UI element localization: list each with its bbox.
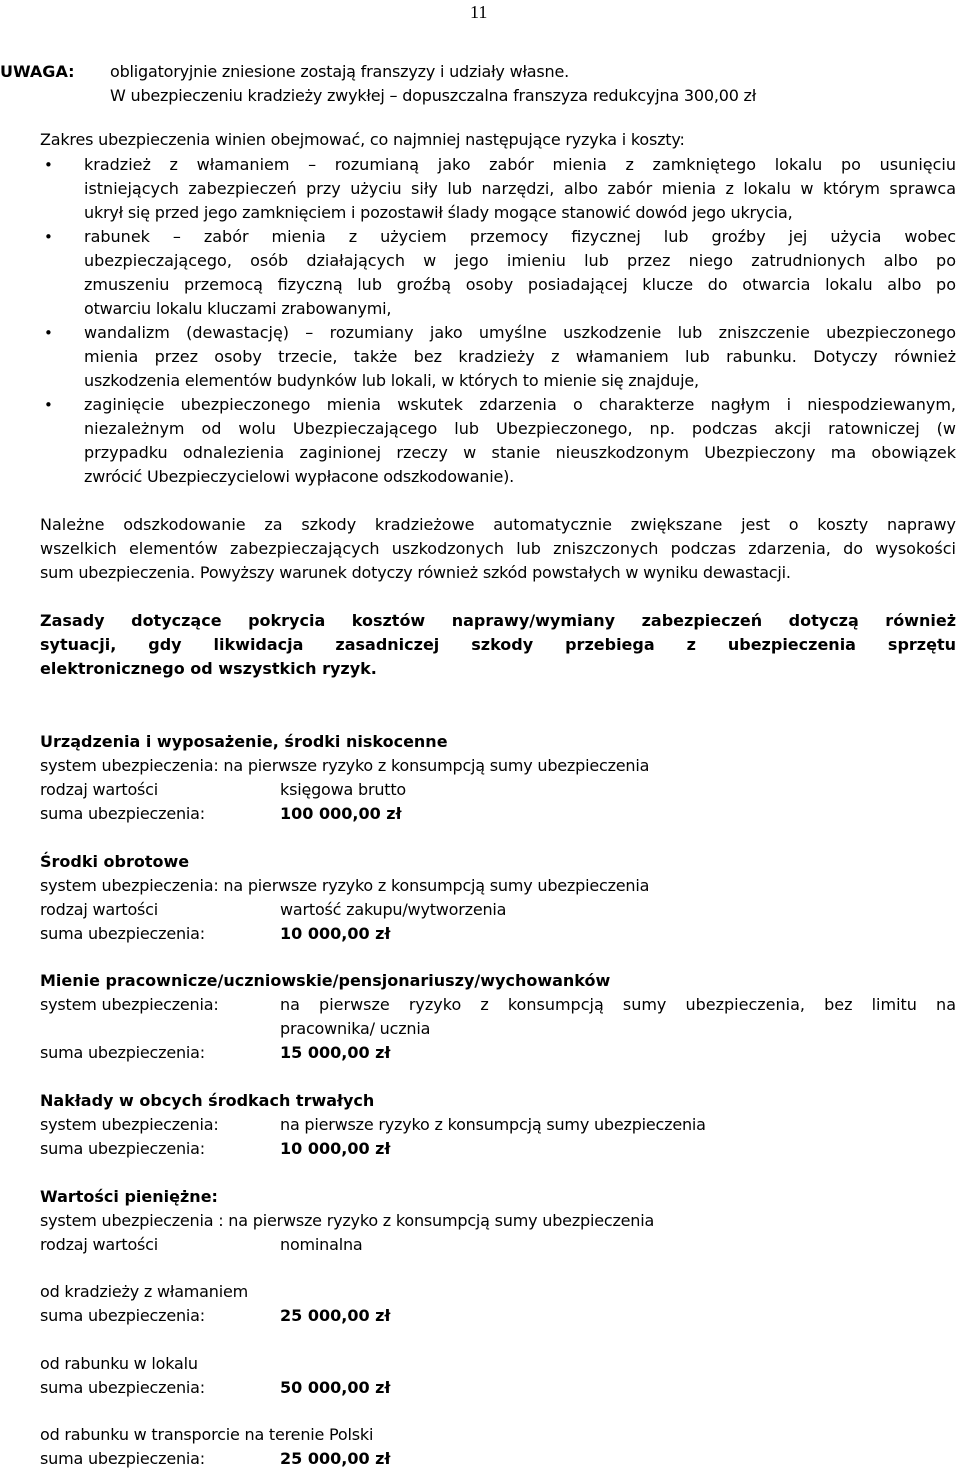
page-number: 11 [470, 2, 488, 22]
bullet-4-line-3: przypadku odnalezienia zaginionej rzeczy w stanie nieuszkodzonym Ubezpieczony ma obowiązek [84, 443, 956, 462]
section-title-naklady: Nakłady w obcych środkach trwałych [40, 1091, 375, 1110]
urzadzenia-rodzaj-label: rodzaj wartości [40, 780, 159, 799]
pieniezne-system: system ubezpieczenia : na pierwsze ryzyko z konsumpcją sumy ubezpieczenia [40, 1211, 655, 1230]
compensation-line-2: wszelkich elementów zabezpieczających uszkodzonych lub zniszczonych podczas zdarzenia, do wysokości [40, 539, 956, 558]
mienie-suma-label: suma ubezpieczenia: [40, 1043, 205, 1062]
urzadzenia-suma-value: 100 000,00 zł [280, 804, 402, 823]
pieniezne-sub1-suma-value: 25 000,00 zł [280, 1306, 391, 1325]
compensation-line-1: Należne odszkodowanie za szkody kradzieżowe automatycznie zwiększane jest o koszty naprawy [40, 515, 956, 534]
naklady-suma-value: 10 000,00 zł [280, 1139, 391, 1158]
mienie-system-value-line-2: pracownika/ ucznia [280, 1019, 431, 1038]
naklady-system-label: system ubezpieczenia: [40, 1115, 219, 1134]
naklady-system-value: na pierwsze ryzyko z konsumpcją sumy ubezpieczenia [280, 1115, 706, 1134]
pieniezne-sub3-label: od rabunku w transporcie na terenie Polski [40, 1425, 374, 1444]
bullet-3-line-2: mienia przez osoby trzecie, także bez kradzieży z włamaniem lub rabunku. Dotyczy również [84, 347, 956, 366]
obrotowe-system: system ubezpieczenia: na pierwsze ryzyko z konsumpcją sumy ubezpieczenia [40, 876, 650, 895]
bullet-1-line-1: kradzież z włamaniem – rozumianą jako zabór mienia z zamkniętego lokalu po usunięciu [84, 155, 956, 174]
pieniezne-sub3-suma-label: suma ubezpieczenia: [40, 1449, 205, 1468]
bullet-2-line-4: otwarciu lokalu kluczami zrabowanymi, [84, 299, 392, 318]
bullet-marker: • [44, 324, 53, 342]
bullet-1-line-2: istniejących zabezpieczeń przy użyciu siły lub narzędzi, albo zabór mienia z lokalu w którym sprawca [84, 179, 956, 198]
naklady-suma-label: suma ubezpieczenia: [40, 1139, 205, 1158]
section-title-urzadzenia: Urządzenia i wyposażenie, środki niskocenne [40, 732, 448, 751]
pieniezne-sub2-suma-value: 50 000,00 zł [280, 1378, 391, 1397]
bullet-marker: • [44, 228, 53, 246]
uwaga-line-1: obligatoryjnie zniesione zostają franszyzy i udziały własne. [110, 62, 570, 81]
bullet-4-line-1: zaginięcie ubezpieczonego mienia wskutek zdarzenia o charakterze nagłym i niespodziewanym, [84, 395, 956, 414]
mienie-suma-value: 15 000,00 zł [280, 1043, 391, 1062]
bullet-1-line-3: ukrył się przed jego zamknięciem i pozostawił ślady mogące stanowić dowód jego ukrycia, [84, 203, 793, 222]
obrotowe-rodzaj-label: rodzaj wartości [40, 900, 159, 919]
pieniezne-rodzaj-value: nominalna [280, 1235, 363, 1254]
pieniezne-sub3-suma-value: 25 000,00 zł [280, 1449, 391, 1468]
uwaga-label: UWAGA: [0, 62, 75, 81]
obrotowe-rodzaj-value: wartość zakupu/wytworzenia [280, 900, 507, 919]
bullet-4-line-2: niezależnym od wolu Ubezpieczającego lub Ubezpieczonego, np. podczas akcji ratowniczej (w [84, 419, 956, 438]
section-title-obrotowe: Środki obrotowe [40, 852, 190, 871]
pieniezne-sub1-suma-label: suma ubezpieczenia: [40, 1306, 205, 1325]
uwaga-line-2: W ubezpieczeniu kradzieży zwykłej – dopuszczalna franszyza redukcyjna 300,00 zł [110, 86, 757, 105]
obrotowe-suma-value: 10 000,00 zł [280, 924, 391, 943]
bullet-2-line-3: zmuszeniu przemocą fizyczną lub groźbą osoby posiadającej klucze do otwarcia lokalu albo po [84, 275, 956, 294]
urzadzenia-rodzaj-value: księgowa brutto [280, 780, 407, 799]
mienie-system-label: system ubezpieczenia: [40, 995, 219, 1014]
bullet-2-line-1: rabunek – zabór mienia z użyciem przemocy fizycznej lub groźby jej użycia wobec [84, 227, 956, 246]
bullet-marker: • [44, 396, 53, 414]
pieniezne-rodzaj-label: rodzaj wartości [40, 1235, 159, 1254]
obrotowe-suma-label: suma ubezpieczenia: [40, 924, 205, 943]
bold-para-line-2: sytuacji, gdy likwidacja zasadniczej szkody przebiega z ubezpieczenia sprzętu [40, 635, 956, 654]
urzadzenia-suma-label: suma ubezpieczenia: [40, 804, 205, 823]
bullet-3-line-3: uszkodzenia elementów budynków lub lokali, w których to mienie się znajduje, [84, 371, 699, 390]
compensation-line-3: sum ubezpieczenia. Powyższy warunek dotyczy również szkód powstałych w wyniku dewastacji. [40, 563, 791, 582]
pieniezne-sub1-label: od kradzieży z włamaniem [40, 1282, 249, 1301]
urzadzenia-system: system ubezpieczenia: na pierwsze ryzyko z konsumpcją sumy ubezpieczenia [40, 756, 650, 775]
bullet-4-line-4: zwrócić Ubezpieczycielowi wypłacone odszkodowanie). [84, 467, 515, 486]
section-title-mienie: Mienie pracownicze/uczniowskie/pensjonariuszy/wychowanków [40, 971, 611, 990]
bold-para-line-3: elektronicznego od wszystkich ryzyk. [40, 659, 377, 678]
bullet-marker: • [44, 156, 53, 174]
pieniezne-sub2-label: od rabunku w lokalu [40, 1354, 198, 1373]
bullet-3-line-1: wandalizm (dewastację) – rozumiany jako umyślne uszkodzenie lub zniszczenie ubezpieczonego [84, 323, 956, 342]
bold-para-line-1: Zasady dotyczące pokrycia kosztów naprawy/wymiany zabezpieczeń dotyczą również [40, 611, 956, 630]
bullet-2-line-2: ubezpieczającego, osób działających w jego imieniu lub przez niego zatrudnionych albo po [84, 251, 956, 270]
section-title-pieniezne: Wartości pieniężne: [40, 1187, 218, 1206]
mienie-system-value-line-1: na pierwsze ryzyko z konsumpcją sumy ubezpieczenia, bez limitu na [280, 995, 956, 1014]
scope-intro: Zakres ubezpieczenia winien obejmować, co najmniej następujące ryzyka i koszty: [40, 130, 685, 149]
pieniezne-sub2-suma-label: suma ubezpieczenia: [40, 1378, 205, 1397]
